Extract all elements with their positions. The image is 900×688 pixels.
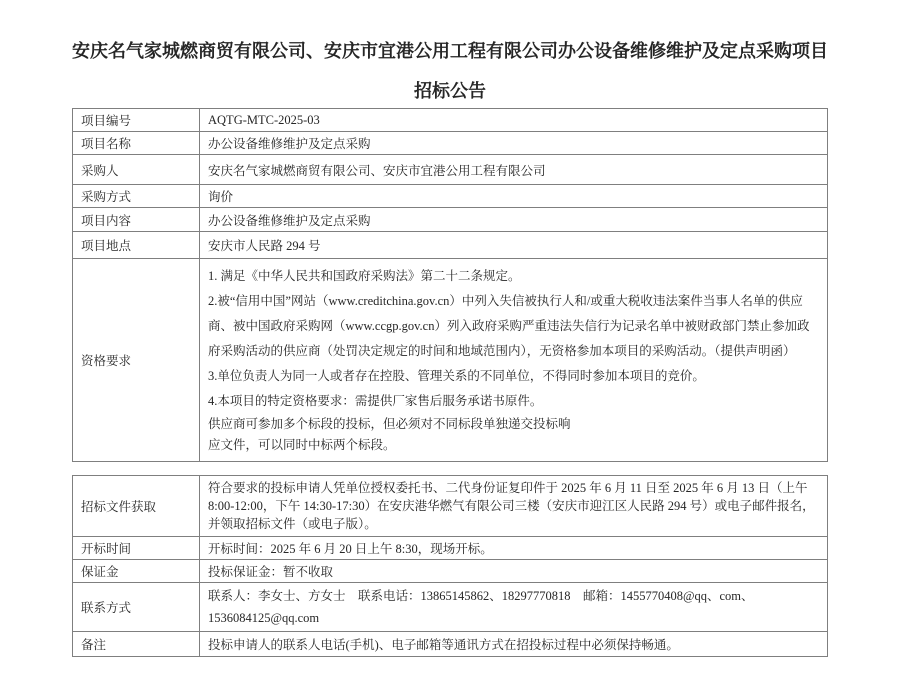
table-row: [73, 259, 828, 462]
row-value-project-content: 办公设备维修维护及定点采购: [200, 208, 828, 232]
qualification-note-line-1: 供应商可参加多个标段的投标，但必须对不同标段单独递交投标响: [208, 417, 571, 431]
table-row: [73, 232, 828, 259]
table-row: [73, 537, 828, 560]
row-value-contact: [200, 583, 828, 632]
page-title: 安庆名气家城燃商贸有限公司、安庆市宜港公用工程有限公司办公设备维修维护及定点采购项目: [72, 41, 828, 61]
table-row: [73, 155, 828, 185]
document-title: [0, 0, 900, 102]
row-value-qualification: [200, 259, 828, 462]
row-label-project-content: 项目内容: [73, 208, 200, 232]
row-value-project-name: 办公设备维修维护及定点采购: [200, 132, 828, 155]
row-value-purchaser: 安庆名气家城燃商贸有限公司、安庆市宜港公用工程有限公司: [200, 155, 828, 185]
row-label-bid-opening-time: 开标时间: [73, 537, 200, 560]
row-label-remarks: 备注: [73, 632, 200, 657]
table-gap: [0, 462, 900, 475]
row-label-document-acquisition: 招标文件获取: [73, 476, 200, 537]
qualification-item-2: 2.被“信用中国”网站（www.creditchina.gov.cn）中列入失信被执行人和/或重大税收违法案件当事人名单的供应商、被中国政府采购网（www.ccgp.gov.cn）列入政府采购严重违法失信行为记录名单中被财政部门禁止参加政府采购活动的供应商（处罚决定规定的时间和地域范围内），无资格参加本项目的采购活动。（提供声明函）: [208, 294, 810, 358]
row-label-purchaser: 采购人: [73, 155, 200, 185]
table-row: [73, 583, 828, 632]
row-value-deposit: 投标保证金：暂不收取: [200, 560, 828, 583]
project-info-table: [72, 108, 828, 462]
table-row: [73, 109, 828, 132]
qualification-item-3: 3.单位负责人为同一人或者存在控股、管理关系的不同单位，不得同时参加本项目的竞价。: [208, 369, 705, 383]
table-row: [73, 476, 828, 537]
qualification-item-1: 1. 满足《中华人民共和国政府采购法》第二十二条规定。: [208, 269, 521, 283]
contact-line-1: 联系人：李女士、方女士 联系电话：13865145862、18297770818 邮箱：1455770408@qq、com、: [208, 589, 754, 603]
table-row: [73, 632, 828, 657]
row-label-contact: 联系方式: [73, 583, 200, 632]
row-label-project-number: 项目编号: [73, 109, 200, 132]
row-value-procurement-method: 询价: [200, 185, 828, 208]
row-label-project-location: 项目地点: [73, 232, 200, 259]
contact-line-2: 1536084125@qq.com: [208, 611, 320, 625]
row-value-remarks: 投标申请人的联系人电话(手机)、电子邮箱等通讯方式在招投标过程中必须保持畅通。: [200, 632, 828, 657]
table-row: [73, 560, 828, 583]
row-label-qualification: 资格要求: [73, 259, 200, 462]
page-subtitle: 招标公告: [414, 81, 486, 101]
qualification-item-4: 4.本项目的特定资格要求：需提供厂家售后服务承诺书原件。: [208, 394, 543, 408]
qualification-note-line-2: 应文件，可以同时中标两个标段。: [208, 438, 396, 452]
row-value-project-location: 安庆市人民路 294 号: [200, 232, 828, 259]
table-row: [73, 185, 828, 208]
row-label-procurement-method: 采购方式: [73, 185, 200, 208]
table-row: [73, 132, 828, 155]
row-value-bid-opening-time: 开标时间：2025 年 6 月 20 日上午 8:30，现场开标。: [200, 537, 828, 560]
row-label-project-name: 项目名称: [73, 132, 200, 155]
row-value-project-number: AQTG-MTC-2025-03: [200, 109, 828, 132]
table-row: [73, 208, 828, 232]
row-value-document-acquisition: 符合要求的投标申请人凭单位授权委托书、二代身份证复印件于 2025 年 6 月 11 日至 2025 年 6 月 13 日（上午 8:00-12:00，下午 14:30-17:30）在安庆港华燃气有限公司三楼（安庆市迎江区人民路 294 号）或电子邮件报名，并领取招标文件（或电子版）。: [200, 476, 828, 537]
bidding-info-table: [72, 475, 828, 657]
row-label-deposit: 保证金: [73, 560, 200, 583]
